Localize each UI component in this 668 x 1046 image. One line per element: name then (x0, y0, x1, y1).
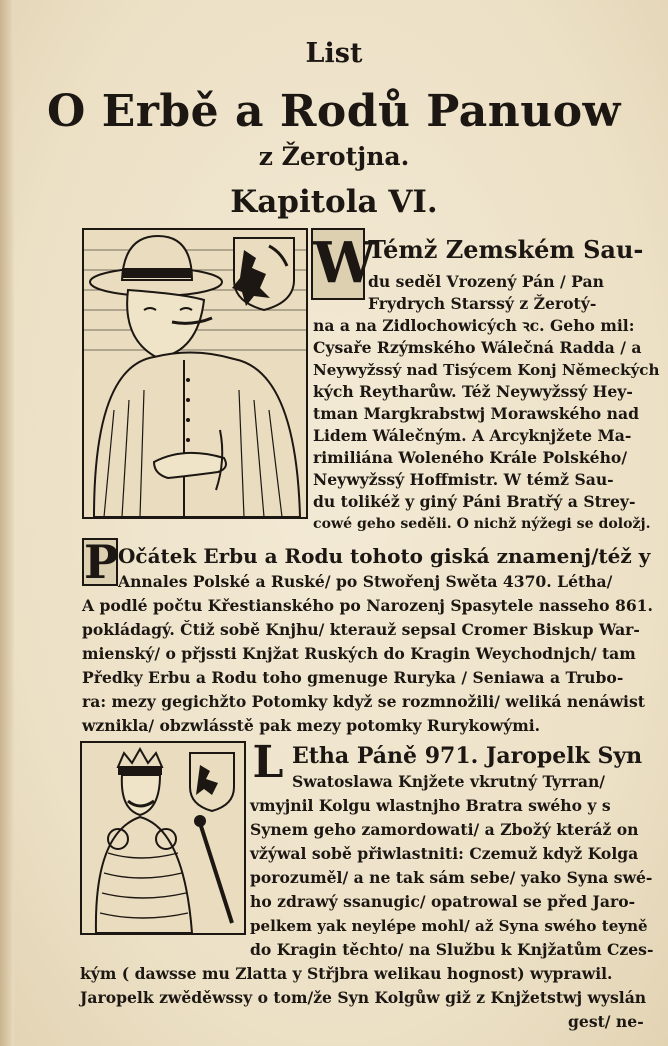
text-line: Jaropelk zwěděwssy o tom/že Syn Kolgůw giž z Knjžetstwj wyslán (80, 988, 647, 1007)
text-line: ho zdrawý ssanugic/ opatrowal se před Jaro- (250, 892, 636, 911)
portrait-woodcut-knight (80, 741, 246, 935)
page-subtitle: z Žerotjna. (258, 142, 410, 171)
text-line: Předky Erbu a Rodu toho gmenuge Ruryka / Seniawa a Trubo- (82, 668, 624, 687)
decorated-initial-w: W (311, 228, 365, 300)
text-line: Témž Zemském Sau- (368, 235, 644, 264)
chapter-heading: Kapitola VI. (230, 184, 438, 220)
text-line: du seděl Vrozený Pán / Pan (368, 272, 604, 291)
text-line: ra: mezy gegichžto Potomky když se rozmnožili/ weliká nenáwist (82, 692, 645, 711)
text-line: porozuměl/ a ne tak sám sebe/ yako Syna swé- (250, 868, 653, 887)
text-line: na a na Zidlochowicých ꝛc. Geho mil: (313, 316, 635, 335)
decorated-initial-l: L (252, 737, 284, 788)
text-line: mienský/ o přjssti Knjžat Ruských do Kragin Weychodnjch/ tam (82, 644, 636, 663)
catchword: gest/ ne- (568, 1012, 644, 1031)
decorated-initial-p: P (84, 535, 119, 589)
text-line: tman Margkrabstwj Morawského nad (313, 404, 639, 423)
text-line: kých Reytharůw. Též Neywyžssý Hey- (313, 382, 633, 401)
text-line: pelkem yak neylépe mohl/ až Syna swého teyně (250, 917, 648, 935)
coat-of-arms-icon (190, 753, 234, 811)
text-line: Annales Polské a Ruské/ po Stwořenj Swěta 4370. Létha/ (118, 572, 613, 591)
text-line: vžýwal sobě přiwlastniti: Czemuž když Kolga (250, 844, 639, 863)
text-line: kým ( dawsse mu Zlatta y Střjbra welikau hognost) wyprawil. (80, 964, 613, 983)
text-line: Neywyžssý Hoffmistr. W témž Sau- (313, 470, 614, 489)
text-line: Frydrych Starssý z Žerotý- (368, 294, 597, 313)
text-line: wznikla/ obzwlásstě pak mezy potomky Rurykowými. (82, 716, 541, 735)
text-line: Cysaře Rzýmského Wálečná Radda / a (313, 338, 642, 357)
text-line: Etha Páně 971. Jaropelk Syn (292, 743, 643, 769)
text-line: du tolikéž y giný Páni Bratřý a Strey- (313, 492, 636, 511)
text-line: do Kragin těchto/ na Službu k Knjžatům Czes- (250, 940, 654, 959)
text-line: pokládagý. Čtiž sobě Knjhu/ kterauž sepsal Cromer Biskup War- (82, 620, 640, 639)
text-line: Očátek Erbu a Rodu tohoto giská znamenj/též y (118, 544, 651, 568)
knight-illustration (82, 743, 244, 933)
text-line: Synem geho zamordowati/ a Zbožý kteráž on (250, 820, 639, 839)
text-line: vmyjnil Kolgu wlastnjho Bratra swého y s (250, 796, 611, 815)
text-line: A podlé počtu Křestianského po Narozenj Spasytele nasseho 861. (82, 596, 653, 615)
coat-of-arms-icon (232, 238, 294, 310)
text-line: Swatoslawa Knjžete vkrutný Tyrran/ (292, 772, 605, 791)
page-title: O Erbě a Rodů Panuow (47, 86, 621, 137)
leaf-label: List (305, 38, 363, 69)
text-line: Lidem Wálečným. A Arcyknjžete Ma- (313, 426, 632, 445)
text-line: Neywyžssý nad Tisýcem Konj Německých (313, 361, 660, 379)
text-line: cowé geho seděli. O nichž nýžegi se doložj. (313, 516, 651, 532)
portrait-woodcut-nobleman (82, 228, 308, 519)
nobleman-illustration (84, 230, 306, 517)
text-line: rimiliána Woleného Krále Polského/ (313, 448, 628, 467)
